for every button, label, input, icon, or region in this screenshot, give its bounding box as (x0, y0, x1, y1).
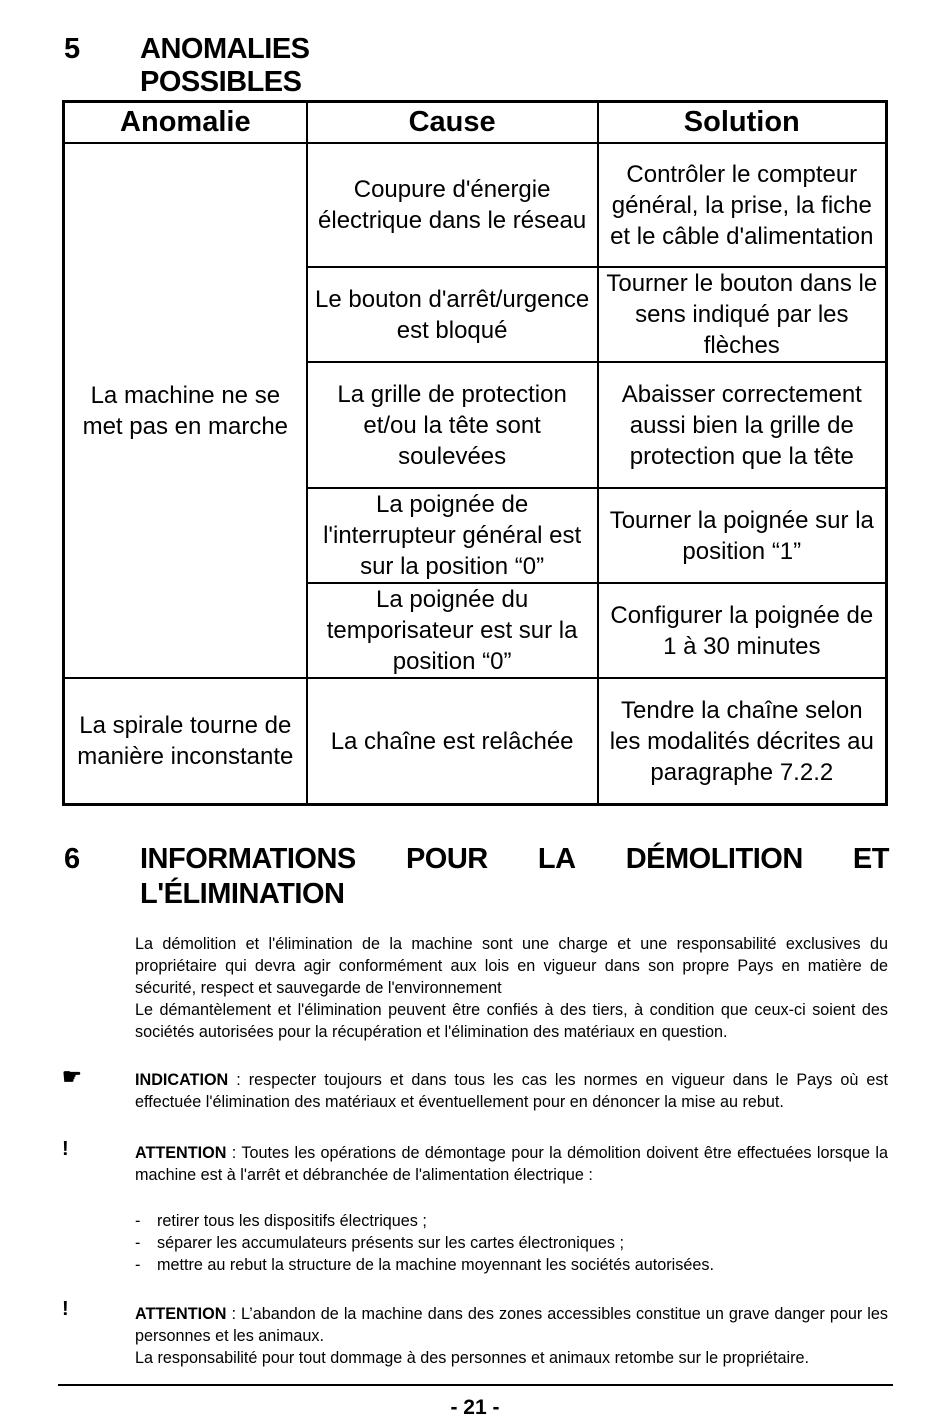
solution-cell: Configurer la poignée de 1 à 30 minutes (598, 583, 887, 678)
table-row (64, 143, 887, 267)
exclamation-icon: ! (62, 1298, 69, 1320)
cause-cell: La poignée du temporisateur est sur la position “0” (307, 583, 598, 678)
indication-note (135, 1069, 888, 1113)
title-word: LA (537, 843, 576, 875)
section-number: 5 (64, 33, 80, 65)
cause-cell: Le bouton d'arrêt/urgence est bloqué (307, 267, 598, 362)
attention-label: ATTENTION (135, 1144, 227, 1162)
table-header-row (64, 102, 887, 144)
list-item-text: retirer tous les dispositifs électriques ; (157, 1212, 427, 1230)
list-item (135, 1232, 888, 1254)
section-title-line-1 (140, 843, 889, 876)
section-title: ANOMALIES POSSIBLES (140, 33, 310, 98)
anomalies-table (62, 100, 888, 806)
title-word: DÉMOLITION (625, 843, 803, 875)
list-dash: - (135, 1234, 141, 1252)
attention-note (135, 1142, 888, 1186)
indication-label: INDICATION (135, 1071, 229, 1089)
pointing-hand-icon: ☛ (62, 1064, 82, 1089)
section-6-heading (64, 843, 889, 913)
attention-label: ATTENTION (135, 1305, 227, 1323)
solution-cell: Tourner le bouton dans le sens indiqué par les flèches (598, 267, 887, 362)
section-number: 6 (64, 843, 80, 875)
anomaly-cell: La spirale tourne de manière inconstante (64, 678, 307, 805)
attention-note (135, 1303, 888, 1369)
attention-text-2: La responsabilité pour tout dommage à des personnes et animaux retombe sur le propriétaire. (135, 1349, 809, 1367)
cause-cell: La chaîne est relâchée (307, 678, 598, 805)
section-title-line-2: L'ÉLIMINATION (140, 878, 345, 910)
list-dash: - (135, 1212, 141, 1230)
page-number: - 21 - (450, 1396, 500, 1419)
footer-divider (58, 1384, 893, 1386)
title-word: POUR (405, 843, 488, 875)
list-item-text: mettre au rebut la structure de la machine moyennant les sociétés autorisées. (157, 1256, 714, 1274)
table-row (64, 678, 887, 805)
anomaly-cell: La machine ne se met pas en marche (64, 143, 307, 678)
list-item-text: séparer les accumulateurs présents sur les cartes électroniques ; (157, 1234, 624, 1252)
exclamation-icon: ! (62, 1138, 69, 1160)
indication-text: : respecter toujours et dans tous les cas les normes en vigueur dans le Pays où est effectuée l'élimination des matériaux et éventuellement pour en dénoncer la mise au rebut. (135, 1071, 888, 1111)
solution-cell: Tendre la chaîne selon les modalités décrites au paragraphe 7.2.2 (598, 678, 887, 805)
column-header-anomalie: Anomalie (64, 102, 307, 144)
title-word: INFORMATIONS (140, 843, 356, 875)
solution-cell: Contrôler le compteur général, la prise, la fiche et le câble d'alimentation (598, 143, 887, 267)
list-item (135, 1254, 888, 1276)
title-word: ET (852, 843, 889, 875)
dismantling-steps-list (135, 1210, 888, 1276)
section-title (140, 843, 889, 911)
attention-text: : L’abandon de la machine dans des zones accessibles constitue un grave danger pour les personnes et les animaux. (135, 1305, 888, 1345)
cause-cell: La poignée de l'interrupteur général est sur la position “0” (307, 488, 598, 583)
intro-text: La démolition et l'élimination de la machine sont une charge et une responsabilité exclusives du propriétaire qui devra agir conformément aux lois en vigueur dans son propre Pays en matière de sécurité, respect et sauvegarde de l'environnement (135, 935, 888, 997)
solution-cell: Tourner la poignée sur la position “1” (598, 488, 887, 583)
attention-text: : Toutes les opérations de démontage pour la démolition doivent être effectuées lorsque la machine est à l'arrêt et débranchée de l'alimentation électrique : (135, 1144, 888, 1184)
column-header-solution: Solution (598, 102, 887, 144)
attention-first-part (135, 1303, 888, 1347)
cause-cell: La grille de protection et/ou la tête sont soulevées (307, 362, 598, 488)
list-dash: - (135, 1256, 141, 1274)
intro-text-2: Le démantèlement et l'élimination peuvent être confiés à des tiers, à condition que ceux-ci soient des sociétés autorisées pour la récupération et l'élimination des matériaux en question. (135, 1001, 888, 1041)
list-item (135, 1210, 888, 1232)
column-header-cause: Cause (307, 102, 598, 144)
cause-cell: Coupure d'énergie électrique dans le réseau (307, 143, 598, 267)
solution-cell: Abaisser correctement aussi bien la grille de protection que la tête (598, 362, 887, 488)
intro-paragraph (135, 933, 888, 1043)
